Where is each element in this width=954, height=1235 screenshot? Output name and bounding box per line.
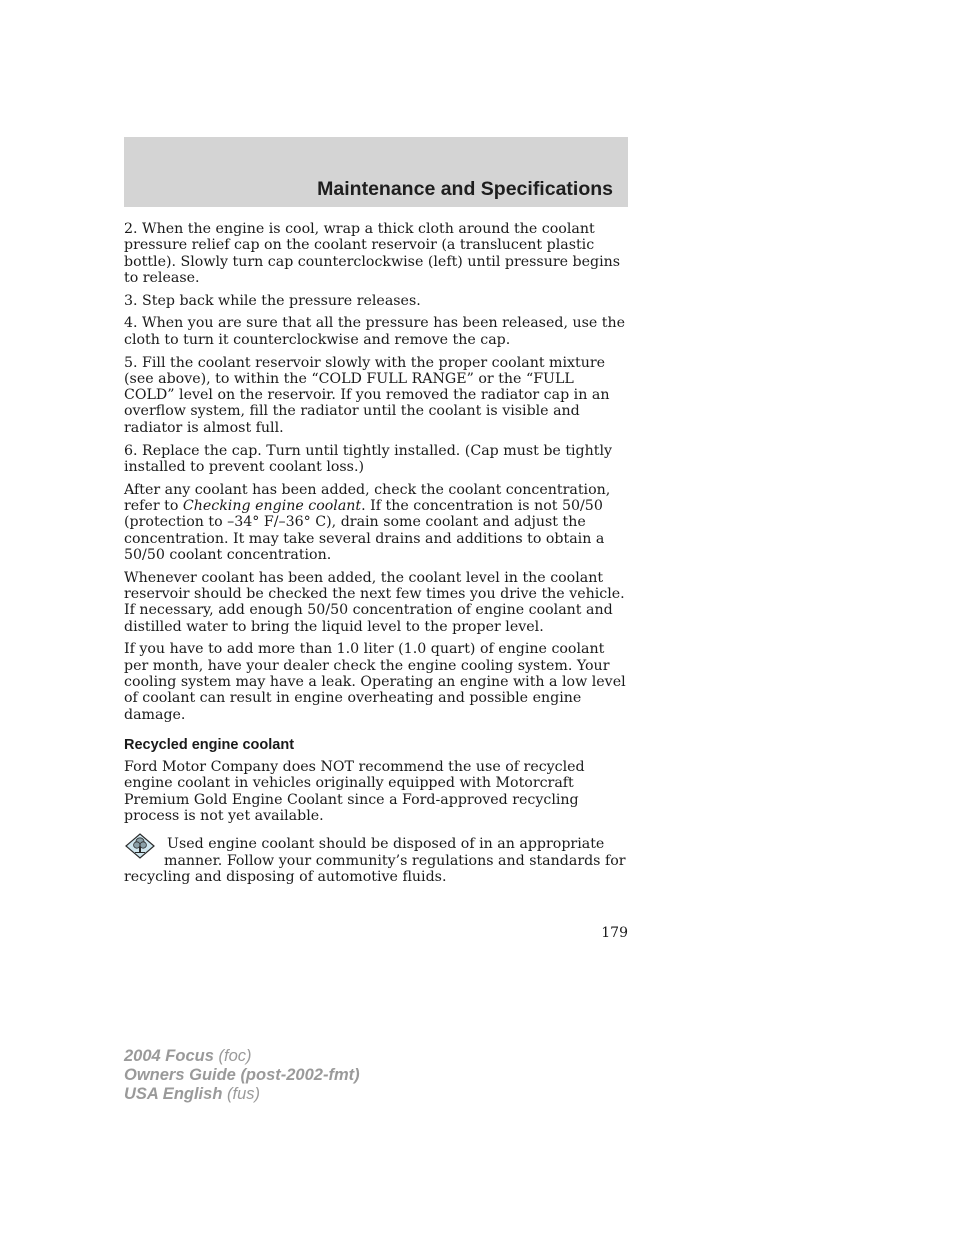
- footer-guide: Owners Guide (post-2002-fmt): [124, 1065, 360, 1084]
- footer-language-code: (fus): [227, 1084, 260, 1103]
- checking-engine-coolant-reference: Checking engine coolant: [182, 497, 362, 514]
- step-2-paragraph: 2. When the engine is cool, wrap a thick cloth around the coolant pressure relief cap on the coolant reservoir (a translucent plastic bottle). Slowly turn cap counterclockwise (left) until pressure begins to release.: [124, 221, 621, 286]
- section-header-band: [124, 137, 628, 207]
- page-content: [124, 221, 628, 885]
- concentration-text-after: . If the concentration is not 50/50 (protection to –34° F/–36° C), drain some coolant and adjust the concentration. It may take several drains and additions to obtain a 50/50 coolant concentration.: [124, 497, 605, 563]
- step-4-paragraph: 4. When you are sure that all the pressure has been released, use the cloth to turn it counterclockwise and remove the cap.: [124, 315, 626, 348]
- step-3-paragraph: 3. Step back while the pressure releases.: [124, 292, 421, 309]
- page-number: 179: [601, 925, 628, 941]
- step-6-paragraph: 6. Replace the cap. Turn until tightly installed. (Cap must be tightly installed to prevent coolant loss.): [124, 442, 613, 475]
- concentration-paragraph: [124, 482, 628, 563]
- environment-note-text: Used engine coolant should be disposed of in an appropriate manner. Follow your community’s regulations and standards for recycling and disposing of automotive fluids.: [124, 836, 626, 885]
- footer-model: 2004 Focus: [124, 1047, 214, 1065]
- tree-environment-icon: [124, 832, 156, 860]
- footer-language: USA English: [124, 1084, 223, 1103]
- section-title: Maintenance and Specifications: [317, 178, 613, 200]
- concentration-text-before: After any coolant has been added, check the coolant concentration, refer to: [124, 481, 611, 514]
- coolant-level-paragraph: Whenever coolant has been added, the coolant level in the coolant reservoir should be checked the next few times you drive the vehicle. If necessary, add enough 50/50 concentration of engine coolant and distilled water to bring the liquid level to the proper level.: [124, 569, 625, 635]
- recycled-coolant-heading: Recycled engine coolant: [124, 736, 295, 753]
- step-5-paragraph: 5. Fill the coolant reservoir slowly with the proper coolant mixture (see above), to within the “COLD FULL RANGE” or the “FULL COLD” level on the reservoir. If you removed the radiator cap in an overflow system, fill the radiator until the coolant is visible and radiator is almost full.: [124, 354, 610, 436]
- footer-model-code: (foc): [218, 1047, 252, 1065]
- footer-line-2: [124, 1066, 360, 1085]
- footer-line-3: [124, 1085, 360, 1104]
- recycled-coolant-paragraph: Ford Motor Company does NOT recommend the use of recycled engine coolant in vehicles originally equipped with Motorcraft Premium Gold Engine Coolant since a Ford-approved recycling process is not yet available.: [124, 759, 585, 824]
- environment-note: [124, 836, 628, 885]
- footer-line-1: [124, 1047, 360, 1066]
- document-footer: [124, 1047, 360, 1103]
- coolant-leak-paragraph: If you have to add more than 1.0 liter (1.0 quart) of engine coolant per month, have your dealer check the engine cooling system. Your cooling system may have a leak. Operating an engine with a low level of coolant can result in engine overheating and possible engine damage.: [124, 641, 626, 723]
